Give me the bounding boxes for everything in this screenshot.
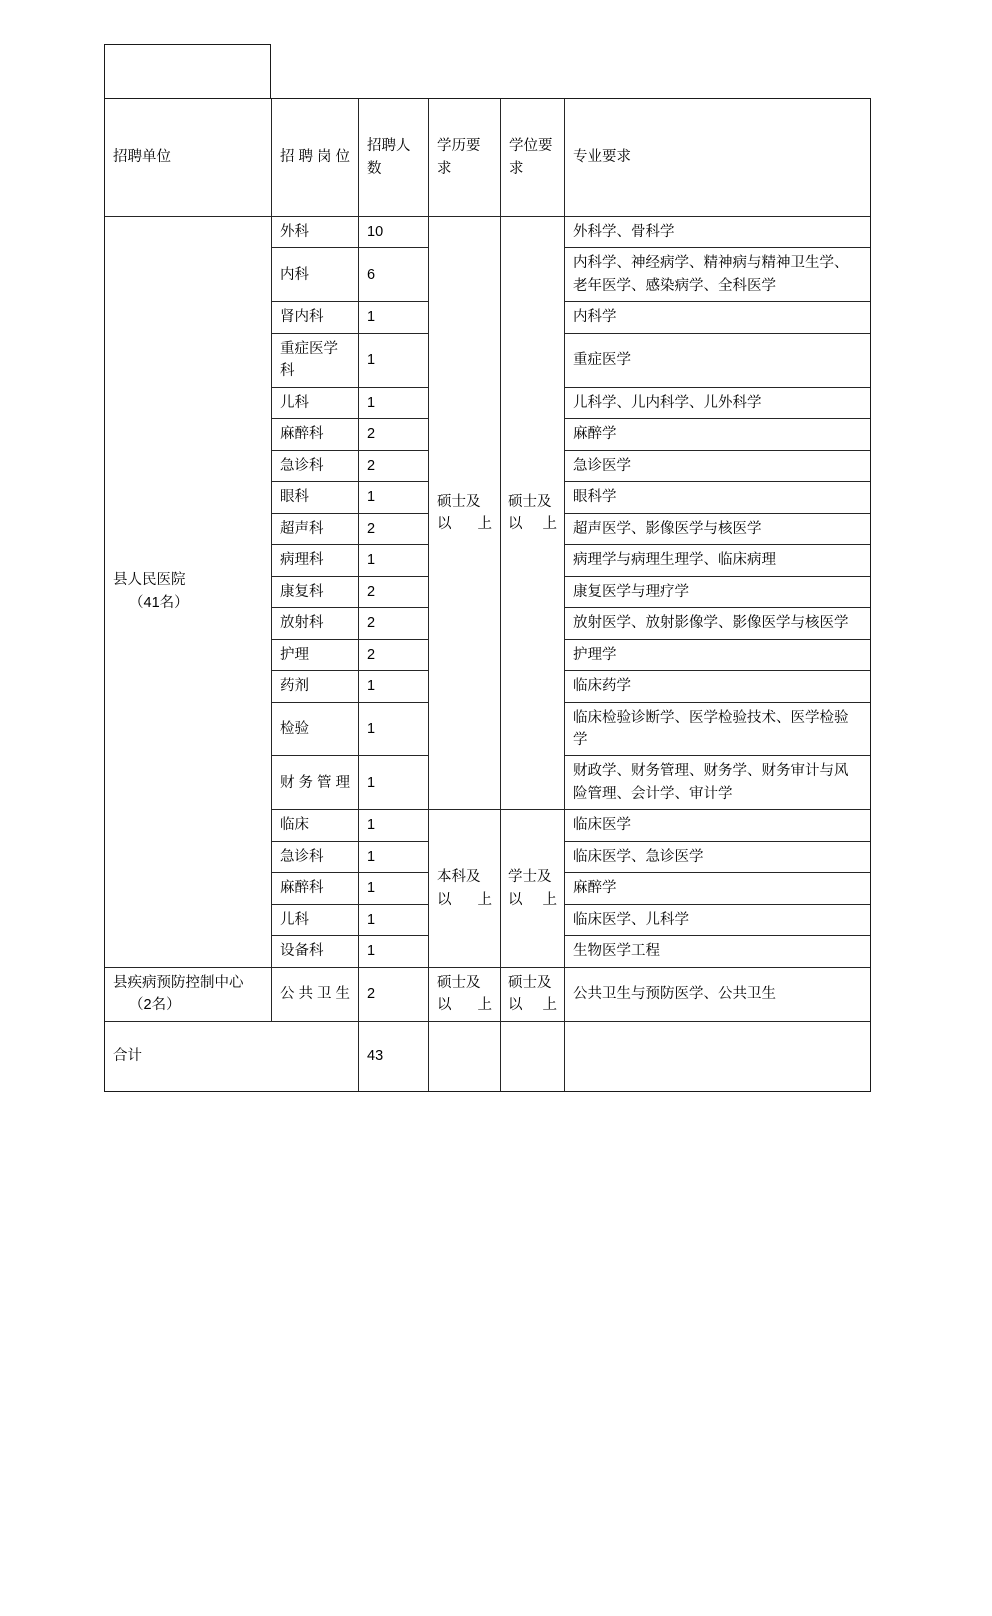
position-cell: 超声科 [272,513,359,544]
major-cell: 超声医学、影像医学与核医学 [565,513,871,544]
headcount-cell: 2 [359,450,429,481]
headcount-cell: 6 [359,248,429,302]
header-position: 招聘岗位 [272,99,359,217]
header-headcount: 招聘人数 [359,99,429,217]
major-cell: 儿科学、儿内科学、儿外科学 [565,387,871,418]
total-label: 合计 [105,1021,359,1091]
position-cell: 护理 [272,639,359,670]
headcount-cell: 2 [359,419,429,450]
headcount-cell: 1 [359,302,429,333]
major-cell: 内科学、神经病学、精神病与精神卫生学、老年医学、感染病学、全科医学 [565,248,871,302]
table-body [105,217,871,1092]
major-cell: 外科学、骨科学 [565,217,871,248]
headcount-cell: 1 [359,387,429,418]
position-cell: 急诊科 [272,450,359,481]
position-cell: 检验 [272,702,359,756]
position-cell: 放射科 [272,608,359,639]
degree-cell-cdc: 硕士及以上 [501,967,565,1021]
headcount-cell: 2 [359,513,429,544]
education-cell-bachelor: 本科及以上 [429,810,501,967]
unit-cell-hospital [105,217,272,968]
total-major-blank [565,1021,871,1091]
header-row [105,99,871,217]
position-cell: 儿科 [272,387,359,418]
table-corner-stub [104,44,271,99]
education-cell-cdc: 硕士及以上 [429,967,501,1021]
headcount-cell: 1 [359,482,429,513]
major-cell: 眼科学 [565,482,871,513]
header-education: 学历要求 [429,99,501,217]
position-cell: 设备科 [272,936,359,967]
table-row [105,217,871,248]
unit-count: （2名） [129,997,181,1014]
degree-cell-bachelor: 学士及以上 [501,810,565,967]
headcount-cell: 1 [359,904,429,935]
major-cell: 病理学与病理生理学、临床病理 [565,545,871,576]
headcount-cell: 1 [359,841,429,872]
position-cell: 肾内科 [272,302,359,333]
position-cell: 公共卫生 [272,967,359,1021]
major-cell: 公共卫生与预防医学、公共卫生 [565,967,871,1021]
unit-name: 县疾病预防控制中心 [113,974,244,991]
header-degree: 学位要求 [501,99,565,217]
major-cell: 麻醉学 [565,873,871,904]
headcount-cell: 2 [359,967,429,1021]
total-headcount: 43 [359,1021,429,1091]
unit-cell-cdc [105,967,272,1021]
header-unit: 招聘单位 [105,99,272,217]
unit-count: （41名） [129,594,189,611]
headcount-cell: 1 [359,545,429,576]
position-cell: 眼科 [272,482,359,513]
major-cell: 临床医学 [565,810,871,841]
headcount-cell: 1 [359,333,429,387]
major-cell: 内科学 [565,302,871,333]
headcount-cell: 1 [359,702,429,756]
unit-name: 县人民医院 [113,572,186,589]
headcount-cell: 2 [359,639,429,670]
position-cell: 康复科 [272,576,359,607]
position-cell: 临床 [272,810,359,841]
major-cell: 康复医学与理疗学 [565,576,871,607]
position-cell: 财务管理 [272,756,359,810]
table-row [105,967,871,1021]
headcount-cell: 10 [359,217,429,248]
position-cell: 重症医学科 [272,333,359,387]
total-education-blank [429,1021,501,1091]
major-cell: 急诊医学 [565,450,871,481]
total-row [105,1021,871,1091]
headcount-cell: 1 [359,671,429,702]
headcount-cell: 1 [359,756,429,810]
major-cell: 麻醉学 [565,419,871,450]
degree-cell-master: 硕士及以上 [501,217,565,810]
headcount-cell: 1 [359,936,429,967]
table-header [105,99,871,217]
major-cell: 临床药学 [565,671,871,702]
position-cell: 外科 [272,217,359,248]
headcount-cell: 2 [359,576,429,607]
total-degree-blank [501,1021,565,1091]
major-cell: 临床医学、急诊医学 [565,841,871,872]
position-cell: 麻醉科 [272,873,359,904]
position-cell: 麻醉科 [272,419,359,450]
position-cell: 急诊科 [272,841,359,872]
position-cell: 病理科 [272,545,359,576]
major-cell: 临床检验诊断学、医学检验技术、医学检验学 [565,702,871,756]
major-cell: 临床医学、儿科学 [565,904,871,935]
header-major: 专业要求 [565,99,871,217]
headcount-cell: 1 [359,873,429,904]
major-cell: 重症医学 [565,333,871,387]
major-cell: 生物医学工程 [565,936,871,967]
position-cell: 内科 [272,248,359,302]
position-cell: 药剂 [272,671,359,702]
major-cell: 放射医学、放射影像学、影像医学与核医学 [565,608,871,639]
education-cell-master: 硕士及以上 [429,217,501,810]
major-cell: 财政学、财务管理、财务学、财务审计与风险管理、会计学、审计学 [565,756,871,810]
recruitment-table [104,98,871,1092]
position-cell: 儿科 [272,904,359,935]
major-cell: 护理学 [565,639,871,670]
headcount-cell: 1 [359,810,429,841]
headcount-cell: 2 [359,608,429,639]
